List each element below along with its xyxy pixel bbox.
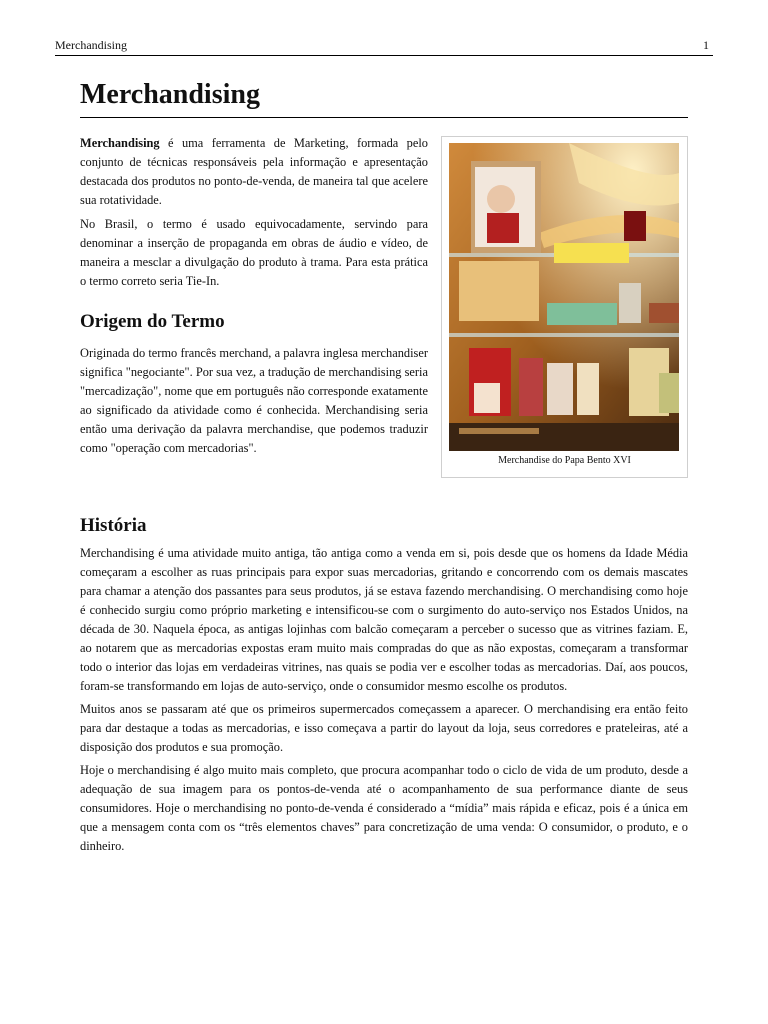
running-header xyxy=(55,38,713,56)
section-heading-historia: História xyxy=(80,515,147,536)
historia-paragraph-3: Hoje o merchandising é algo muito mais completo, que procura acompanhar todo o ciclo de vida de um produto, desde a adequação de sua imagem para os pontos-de-venda até o acompanhamento de sua performance diante de seus consumidores. Hoje o merchandising no ponto-de-venda é considerado a “mídia” mais rápida e eficaz, pois é a única em que a mensagem conta com os “três elementos chaves” para concretização de uma venda: O consumidor, o produto, e o dinheiro. xyxy=(80,763,688,853)
historia-paragraph-2: Muitos anos se passaram até que os primeiros supermercados começassem a aparecer. O merchandising era então feito para dar destaque a todas as mercadorias, e isso começava a partir do layout da loja, seus corredores e prateleiras, até a disposição dos produtos e sua promoção. xyxy=(80,702,688,754)
article xyxy=(80,78,688,860)
left-column xyxy=(80,134,428,463)
article-title: Merchandising xyxy=(80,78,688,118)
intro-term: Merchandising xyxy=(80,136,160,150)
historia-paragraph-1: Merchandising é uma atividade muito antiga, tão antiga como a venda em si, pois desde que os homens da Idade Média começaram a escolher as ruas principais para expor suas mercadorias, gritando e concorrendo com os demais mascates para chamar a atenção dos passantes para seus produtos, já se estava fazendo merchandising. O merchandising como hoje é conhecido surgiu como próprio marketing e intensificou-se com o surgimento do auto-serviço nos Estados Unidos, na década de 30. Naquela época, as antigas lojinhas com balcão começaram a perceber o sucesso que as vitrines faziam. E, ao notarem que as mercadorias expostas eram muito mais compradas do que as não expostas, começaram a transformar todo o interior das lojas em verdadeiras vitrines, nas quais se podia ver e escolher todas as mercadorias. Daí, aos poucos, foram-se transformando em lojas de auto-serviço, onde o consumidor mesmo escolhe os produtos. xyxy=(80,546,688,693)
page-number: 1 xyxy=(703,38,709,52)
merchandise-photo[interactable] xyxy=(449,143,679,451)
intro-text: é uma ferramenta de Marketing, formada pelo conjunto de técnicas responsáveis pela informação e apresentação destacada dos produtos no ponto-de-venda, de maneira tal que acelere sua rotatividade. xyxy=(80,136,428,207)
figure-thumbnail xyxy=(441,136,688,478)
running-header-title: Merchandising xyxy=(55,38,127,52)
figure-caption: Merchandise do Papa Bento XVI xyxy=(498,455,631,466)
top-section xyxy=(80,118,688,490)
origem-paragraph: Originada do termo francês merchand, a palavra inglesa merchandiser significa "negociante". Por sua vez, a tradução de merchandising seria "mercadização", nome que em português não corresponde exatamente ao significado da atividade como é conhecida. Merchandising seria então uma derivação da palavra merchandise, que podemos traduzir como "operação com mercadorias". xyxy=(80,346,428,455)
section-heading-origem: Origem do Termo xyxy=(80,311,225,332)
intro-paragraph xyxy=(80,134,428,210)
brasil-paragraph: No Brasil, o termo é usado equivocadamente, servindo para denominar a inserção de propaganda em obras de áudio e vídeo, de maneira a mesclar a divulgação do produto à trama. Para esta prática o termo correto seria Tie-In. xyxy=(80,217,428,288)
historia-section xyxy=(80,514,688,856)
